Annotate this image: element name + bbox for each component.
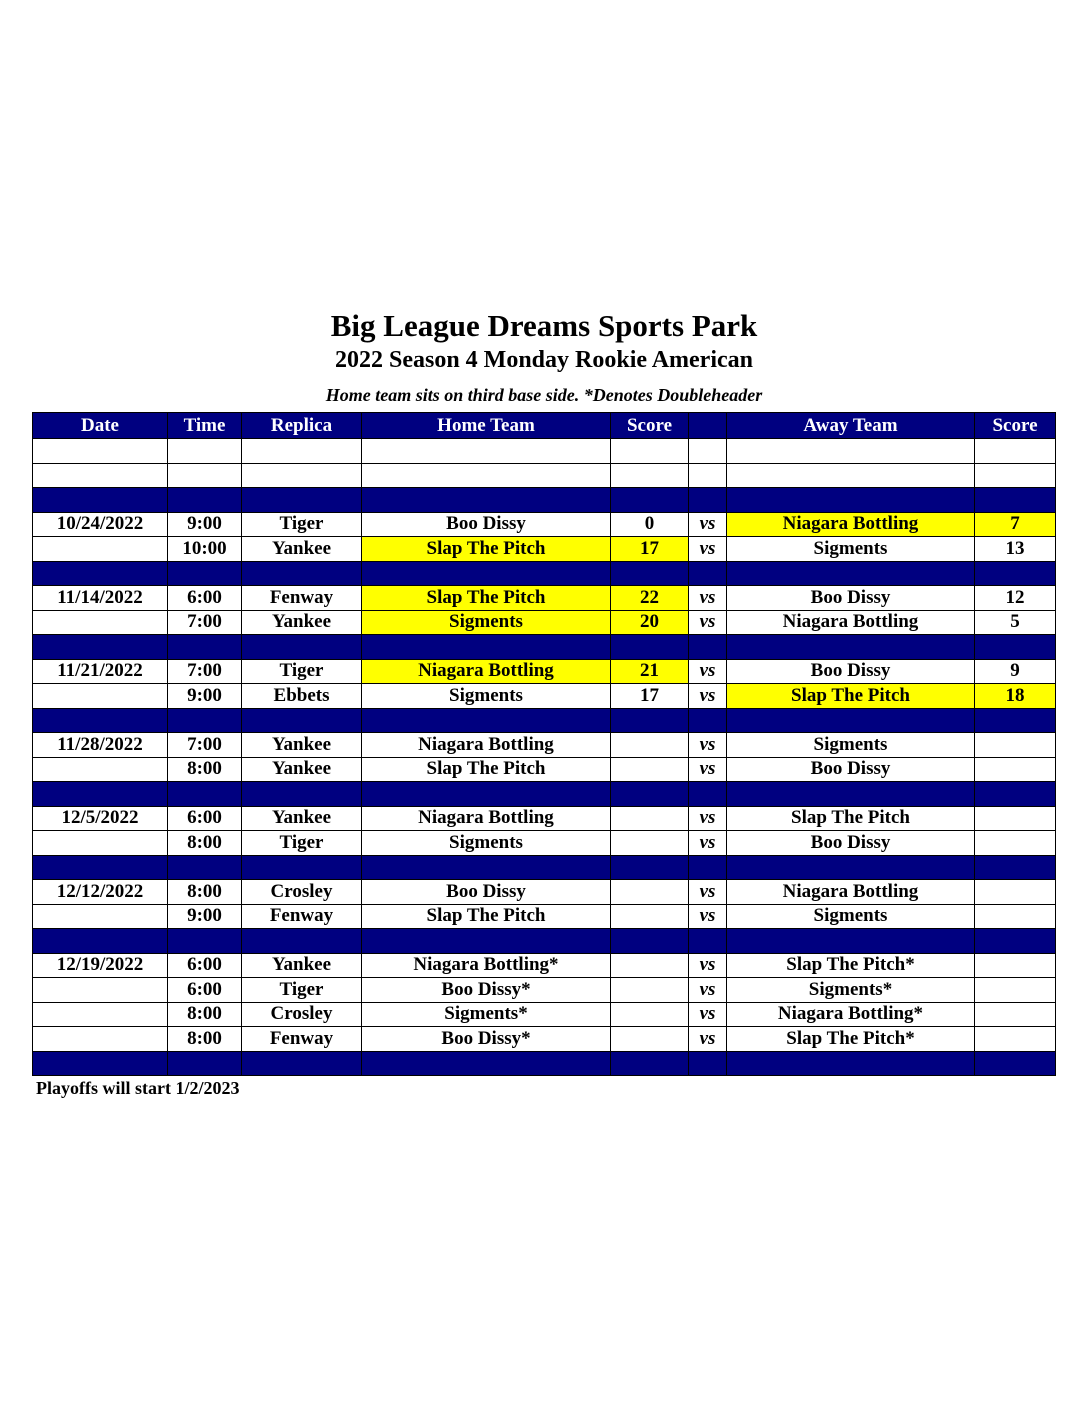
cell-replica: Yankee [242, 757, 362, 782]
cell-home-score [611, 880, 689, 905]
cell-vs: vs [689, 512, 727, 537]
cell-home-score [611, 831, 689, 856]
cell-date [33, 684, 168, 709]
page-title: Big League Dreams Sports Park [330, 308, 758, 343]
cell-date [33, 488, 168, 513]
cell-home [362, 855, 611, 880]
cell-date: 12/5/2022 [33, 806, 168, 831]
cell-vs [689, 635, 727, 660]
cell-replica [242, 488, 362, 513]
cell-vs: vs [689, 806, 727, 831]
cell-replica: Tiger [242, 512, 362, 537]
cell-time: 10:00 [168, 537, 242, 562]
cell-vs [689, 561, 727, 586]
cell-replica: Tiger [242, 831, 362, 856]
cell-vs [689, 1051, 727, 1076]
table-row [33, 953, 1056, 978]
table-row [33, 806, 1056, 831]
cell-date: 11/28/2022 [33, 733, 168, 758]
cell-vs: vs [689, 904, 727, 929]
cell-vs: vs [689, 757, 727, 782]
cell-date [33, 1051, 168, 1076]
cell-away-score [975, 463, 1056, 488]
cell-replica: Yankee [242, 733, 362, 758]
cell-away-score [975, 978, 1056, 1003]
cell-away: Boo Dissy [727, 757, 975, 782]
cell-home: Sigments [362, 831, 611, 856]
cell-home-score: 17 [611, 684, 689, 709]
cell-date: 12/12/2022 [33, 880, 168, 905]
table-row [33, 512, 1056, 537]
table-row [33, 1027, 1056, 1052]
cell-away-score: 5 [975, 610, 1056, 635]
cell-time: 9:00 [168, 512, 242, 537]
cell-time [168, 635, 242, 660]
cell-away: Slap The Pitch* [727, 953, 975, 978]
cell-home: Sigments [362, 684, 611, 709]
cell-date [33, 757, 168, 782]
cell-away [727, 708, 975, 733]
cell-time: 7:00 [168, 610, 242, 635]
cell-date: 12/19/2022 [33, 953, 168, 978]
cell-away [727, 635, 975, 660]
cell-time [168, 1051, 242, 1076]
schedule-table [32, 412, 1056, 1076]
cell-home-score [611, 635, 689, 660]
separator-row [33, 1051, 1056, 1076]
cell-home-score [611, 463, 689, 488]
cell-away-score [975, 904, 1056, 929]
cell-vs: vs [689, 537, 727, 562]
cell-time [168, 708, 242, 733]
schedule-body [33, 439, 1056, 1076]
cell-replica [242, 782, 362, 807]
cell-home-score [611, 855, 689, 880]
cell-home [362, 708, 611, 733]
cell-replica: Yankee [242, 806, 362, 831]
cell-replica: Tiger [242, 978, 362, 1003]
cell-home-score [611, 782, 689, 807]
cell-vs: vs [689, 586, 727, 611]
cell-replica [242, 463, 362, 488]
cell-time: 8:00 [168, 831, 242, 856]
cell-home [362, 1051, 611, 1076]
cell-away-score [975, 1027, 1056, 1052]
cell-vs [689, 463, 727, 488]
cell-time: 8:00 [168, 880, 242, 905]
cell-replica: Tiger [242, 659, 362, 684]
cell-time: 9:00 [168, 904, 242, 929]
cell-replica [242, 635, 362, 660]
cell-replica [242, 929, 362, 954]
blank-row [33, 439, 1056, 464]
cell-away [727, 488, 975, 513]
cell-home [362, 635, 611, 660]
cell-replica: Fenway [242, 904, 362, 929]
cell-home: Slap The Pitch [362, 586, 611, 611]
cell-home: Niagara Bottling [362, 733, 611, 758]
cell-away: Boo Dissy [727, 659, 975, 684]
col-header-home-score: Score [611, 413, 689, 439]
table-row [33, 586, 1056, 611]
cell-date: 11/21/2022 [33, 659, 168, 684]
col-header-replica: Replica [242, 413, 362, 439]
cell-away-score: 18 [975, 684, 1056, 709]
cell-date [33, 831, 168, 856]
cell-away-score [975, 561, 1056, 586]
cell-date [33, 537, 168, 562]
cell-home-score [611, 488, 689, 513]
cell-home: Niagara Bottling* [362, 953, 611, 978]
cell-home-score [611, 953, 689, 978]
cell-replica: Ebbets [242, 684, 362, 709]
cell-replica: Fenway [242, 1027, 362, 1052]
cell-date [33, 610, 168, 635]
cell-time: 7:00 [168, 659, 242, 684]
cell-away-score [975, 855, 1056, 880]
table-row [33, 978, 1056, 1003]
separator-row [33, 561, 1056, 586]
cell-home-score: 22 [611, 586, 689, 611]
cell-away-score [975, 488, 1056, 513]
cell-away [727, 929, 975, 954]
cell-date [33, 463, 168, 488]
cell-time: 6:00 [168, 953, 242, 978]
col-header-away-team: Away Team [727, 413, 975, 439]
cell-home-score [611, 1002, 689, 1027]
cell-away-score: 7 [975, 512, 1056, 537]
cell-vs: vs [689, 733, 727, 758]
cell-home: Niagara Bottling [362, 659, 611, 684]
cell-time [168, 561, 242, 586]
page-note: Home team sits on third base side. *Denotes Doubleheader [325, 385, 763, 405]
cell-home-score: 0 [611, 512, 689, 537]
blank-row [33, 463, 1056, 488]
cell-vs: vs [689, 880, 727, 905]
cell-date [33, 904, 168, 929]
separator-row [33, 855, 1056, 880]
cell-away: Sigments [727, 904, 975, 929]
cell-home [362, 561, 611, 586]
cell-home: Boo Dissy* [362, 978, 611, 1003]
cell-vs: vs [689, 684, 727, 709]
separator-row [33, 929, 1056, 954]
cell-home-score [611, 806, 689, 831]
cell-date [33, 855, 168, 880]
cell-home-score [611, 978, 689, 1003]
cell-home [362, 782, 611, 807]
cell-time: 8:00 [168, 1002, 242, 1027]
cell-away-score [975, 953, 1056, 978]
table-row [33, 610, 1056, 635]
cell-replica [242, 855, 362, 880]
cell-time: 6:00 [168, 978, 242, 1003]
cell-away-score [975, 1051, 1056, 1076]
cell-away [727, 463, 975, 488]
cell-date [33, 708, 168, 733]
cell-home-score [611, 708, 689, 733]
cell-vs [689, 439, 727, 464]
cell-home: Niagara Bottling [362, 806, 611, 831]
cell-replica: Crosley [242, 1002, 362, 1027]
cell-away-score [975, 733, 1056, 758]
separator-row [33, 635, 1056, 660]
cell-away-score [975, 782, 1056, 807]
cell-away: Boo Dissy [727, 831, 975, 856]
cell-away: Niagara Bottling [727, 512, 975, 537]
cell-away-score [975, 929, 1056, 954]
cell-time: 7:00 [168, 733, 242, 758]
col-header-vs [689, 413, 727, 439]
cell-away [727, 561, 975, 586]
cell-replica: Yankee [242, 537, 362, 562]
cell-vs: vs [689, 831, 727, 856]
cell-date [33, 1002, 168, 1027]
cell-home [362, 439, 611, 464]
col-header-home-team: Home Team [362, 413, 611, 439]
cell-replica [242, 561, 362, 586]
cell-home [362, 463, 611, 488]
cell-away-score [975, 880, 1056, 905]
table-row [33, 880, 1056, 905]
separator-row [33, 782, 1056, 807]
cell-replica [242, 708, 362, 733]
cell-home-score [611, 439, 689, 464]
cell-vs [689, 929, 727, 954]
cell-away [727, 782, 975, 807]
cell-vs: vs [689, 978, 727, 1003]
cell-vs: vs [689, 659, 727, 684]
cell-away-score [975, 757, 1056, 782]
separator-row [33, 708, 1056, 733]
cell-home-score: 21 [611, 659, 689, 684]
cell-time [168, 929, 242, 954]
table-row [33, 1002, 1056, 1027]
cell-vs [689, 782, 727, 807]
cell-away: Sigments [727, 733, 975, 758]
table-row [33, 537, 1056, 562]
cell-away-score: 9 [975, 659, 1056, 684]
cell-time [168, 439, 242, 464]
cell-time: 6:00 [168, 586, 242, 611]
cell-replica [242, 439, 362, 464]
cell-replica: Yankee [242, 953, 362, 978]
cell-time: 6:00 [168, 806, 242, 831]
cell-date: 10/24/2022 [33, 512, 168, 537]
cell-away-score [975, 806, 1056, 831]
cell-date [33, 1027, 168, 1052]
cell-home-score [611, 1051, 689, 1076]
cell-home [362, 488, 611, 513]
cell-away: Slap The Pitch [727, 806, 975, 831]
cell-away: Sigments* [727, 978, 975, 1003]
page-subtitle: 2022 Season 4 Monday Rookie American [334, 347, 753, 373]
table-row [33, 831, 1056, 856]
cell-away: Slap The Pitch* [727, 1027, 975, 1052]
cell-time: 8:00 [168, 1027, 242, 1052]
table-header-row [33, 413, 1056, 439]
cell-home: Slap The Pitch [362, 537, 611, 562]
cell-date [33, 782, 168, 807]
cell-away [727, 855, 975, 880]
cell-vs: vs [689, 953, 727, 978]
cell-home: Boo Dissy [362, 880, 611, 905]
cell-away: Niagara Bottling* [727, 1002, 975, 1027]
col-header-away-score: Score [975, 413, 1056, 439]
cell-vs: vs [689, 610, 727, 635]
cell-replica: Fenway [242, 586, 362, 611]
cell-home-score [611, 929, 689, 954]
table-row [33, 757, 1056, 782]
cell-date [33, 978, 168, 1003]
cell-away-score [975, 635, 1056, 660]
cell-time [168, 463, 242, 488]
cell-time [168, 488, 242, 513]
cell-time: 8:00 [168, 757, 242, 782]
cell-date: 11/14/2022 [33, 586, 168, 611]
cell-away: Niagara Bottling [727, 880, 975, 905]
cell-away-score: 12 [975, 586, 1056, 611]
cell-away-score: 13 [975, 537, 1056, 562]
cell-time [168, 782, 242, 807]
cell-away: Boo Dissy [727, 586, 975, 611]
cell-time: 9:00 [168, 684, 242, 709]
cell-date [33, 635, 168, 660]
col-header-time: Time [168, 413, 242, 439]
cell-vs [689, 855, 727, 880]
cell-home: Sigments* [362, 1002, 611, 1027]
cell-away: Slap The Pitch [727, 684, 975, 709]
col-header-date: Date [33, 413, 168, 439]
table-row [33, 659, 1056, 684]
cell-vs [689, 488, 727, 513]
table-row [33, 904, 1056, 929]
cell-home: Boo Dissy [362, 512, 611, 537]
playoffs-note: Playoffs will start 1/2/2023 [36, 1078, 240, 1098]
cell-away-score [975, 708, 1056, 733]
separator-row [33, 488, 1056, 513]
cell-away: Niagara Bottling [727, 610, 975, 635]
cell-time [168, 855, 242, 880]
cell-away-score [975, 831, 1056, 856]
cell-home: Slap The Pitch [362, 904, 611, 929]
cell-away [727, 439, 975, 464]
table-row [33, 733, 1056, 758]
cell-away [727, 1051, 975, 1076]
cell-home-score [611, 561, 689, 586]
cell-home-score [611, 1027, 689, 1052]
cell-home [362, 929, 611, 954]
cell-vs: vs [689, 1027, 727, 1052]
cell-vs: vs [689, 1002, 727, 1027]
cell-away-score [975, 1002, 1056, 1027]
cell-home: Sigments [362, 610, 611, 635]
cell-replica [242, 1051, 362, 1076]
cell-away-score [975, 439, 1056, 464]
cell-replica: Yankee [242, 610, 362, 635]
cell-home-score [611, 904, 689, 929]
cell-home-score [611, 757, 689, 782]
cell-date [33, 929, 168, 954]
cell-home: Slap The Pitch [362, 757, 611, 782]
table-row [33, 684, 1056, 709]
cell-home-score: 20 [611, 610, 689, 635]
cell-away: Sigments [727, 537, 975, 562]
cell-home-score [611, 733, 689, 758]
cell-home-score: 17 [611, 537, 689, 562]
cell-date [33, 439, 168, 464]
cell-date [33, 561, 168, 586]
cell-vs [689, 708, 727, 733]
cell-replica: Crosley [242, 880, 362, 905]
cell-home: Boo Dissy* [362, 1027, 611, 1052]
